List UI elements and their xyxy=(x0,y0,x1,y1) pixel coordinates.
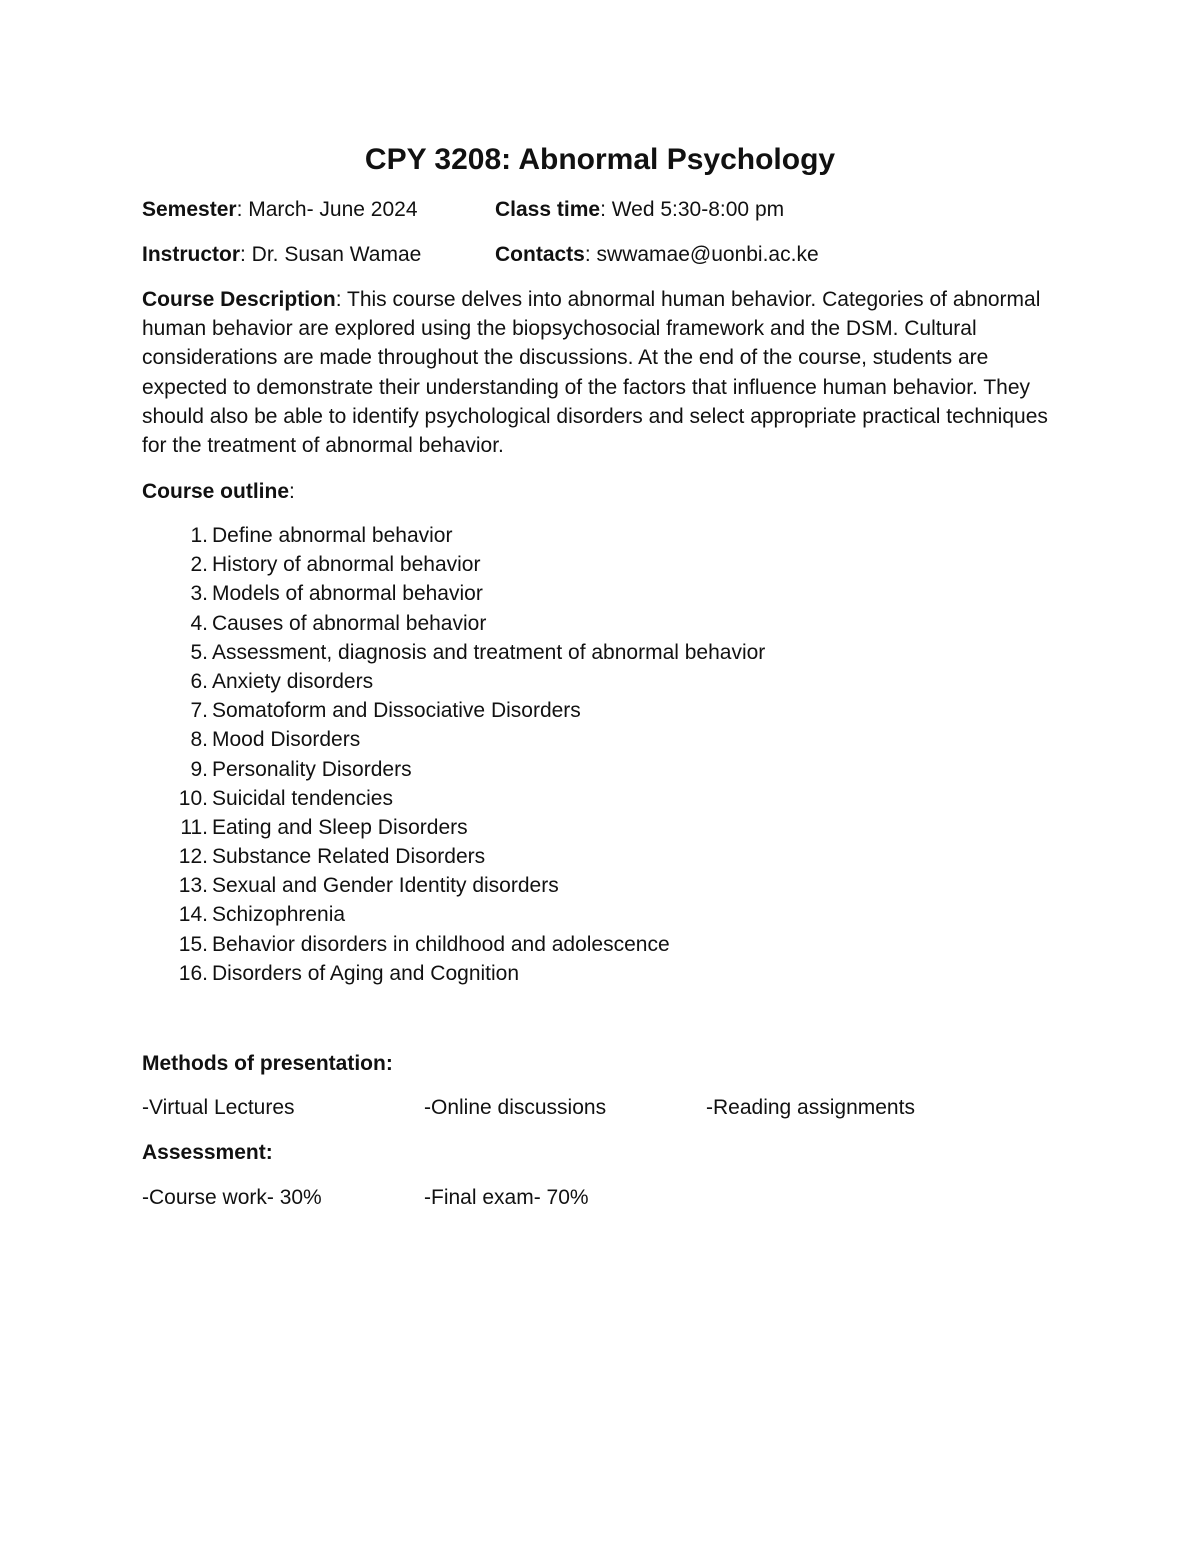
semester-field xyxy=(142,196,418,224)
assessment-item: -Course work- 30% xyxy=(142,1186,322,1209)
method-item: -Virtual Lectures xyxy=(142,1096,295,1119)
list-item-number: 14. xyxy=(178,903,208,927)
list-item-number: 1. xyxy=(190,524,208,547)
course-outline-heading xyxy=(142,478,295,506)
assessment-item: -Final exam- 70% xyxy=(424,1186,589,1209)
contacts-field xyxy=(495,241,819,269)
list-item-text: Mood Disorders xyxy=(212,728,361,752)
list-item-text: Models of abnormal behavior xyxy=(212,582,483,606)
list-item-text: Anxiety disorders xyxy=(212,669,374,693)
course-description-label: Course Description xyxy=(142,288,336,311)
list-item-number: 3. xyxy=(190,582,208,606)
instructor-label: Instructor xyxy=(142,243,241,266)
course-outline-colon: : xyxy=(289,480,295,503)
list-item-number: 6. xyxy=(190,669,208,693)
class-time-value: : Wed 5:30-8:00 pm xyxy=(600,198,785,221)
course-description-text: : This course delves into abnormal human behavior. Categories of abnormal human behavior are explored using the biopsychosocial framework and the DSM. Cultural considerations are made throughout the discussions. At the end of the course, students are expected to demonstrate their understanding of the factors that influence human behavior. They should also be able to identify psychological disorders and select appropriate practical techniques for the treatment of abnormal behavior. xyxy=(142,288,1048,458)
contacts-value: : swwamae@uonbi.ac.ke xyxy=(584,243,819,266)
list-item-number: 10. xyxy=(178,786,208,810)
methods-heading: Methods of presentation: xyxy=(142,1052,393,1075)
list-item-number: 11. xyxy=(180,815,208,839)
list-item-text: Substance Related Disorders xyxy=(212,845,486,869)
list-item-text: Define abnormal behavior xyxy=(212,524,453,547)
list-item-text: History of abnormal behavior xyxy=(212,553,481,577)
list-item-number: 8. xyxy=(190,728,208,752)
list-item-number: 9. xyxy=(190,757,208,781)
list-item-text: Disorders of Aging and Cognition xyxy=(212,961,520,985)
list-item-number: 13. xyxy=(178,874,208,898)
list-item-number: 4. xyxy=(190,611,208,635)
semester-label: Semester xyxy=(142,198,237,221)
list-item-text: Suicidal tendencies xyxy=(212,786,393,810)
instructor-value: : Dr. Susan Wamae xyxy=(240,243,422,266)
list-item-text: Causes of abnormal behavior xyxy=(212,611,487,635)
list-item-number: 12. xyxy=(178,845,208,869)
list-item-text: Somatoform and Dissociative Disorders xyxy=(212,699,581,723)
class-time-field xyxy=(495,196,784,224)
list-item-number: 2. xyxy=(190,553,208,577)
assessment-heading: Assessment: xyxy=(142,1141,273,1164)
list-item-number: 15. xyxy=(178,932,208,956)
list-item-number: 16. xyxy=(178,961,208,985)
list-item-text: Personality Disorders xyxy=(212,757,412,781)
class-time-label: Class time xyxy=(495,198,601,221)
list-item-text: Schizophrenia xyxy=(212,903,346,927)
list-item-text: Assessment, diagnosis and treatment of abnormal behavior xyxy=(212,640,766,664)
page-title: CPY 3208: Abnormal Psychology xyxy=(364,143,836,176)
method-item: -Reading assignments xyxy=(706,1096,915,1119)
instructor-field xyxy=(142,241,421,269)
list-item-text: Sexual and Gender Identity disorders xyxy=(212,874,559,898)
list-item-number: 5. xyxy=(190,640,208,664)
course-outline-label: Course outline xyxy=(142,480,290,503)
list-item-text: Eating and Sleep Disorders xyxy=(212,815,468,839)
list-item-number: 7. xyxy=(190,699,208,723)
list-item-text: Behavior disorders in childhood and adolescence xyxy=(212,932,670,956)
method-item: -Online discussions xyxy=(424,1096,607,1119)
course-description xyxy=(142,285,1062,460)
contacts-label: Contacts xyxy=(495,243,585,266)
semester-value: : March- June 2024 xyxy=(236,198,418,221)
